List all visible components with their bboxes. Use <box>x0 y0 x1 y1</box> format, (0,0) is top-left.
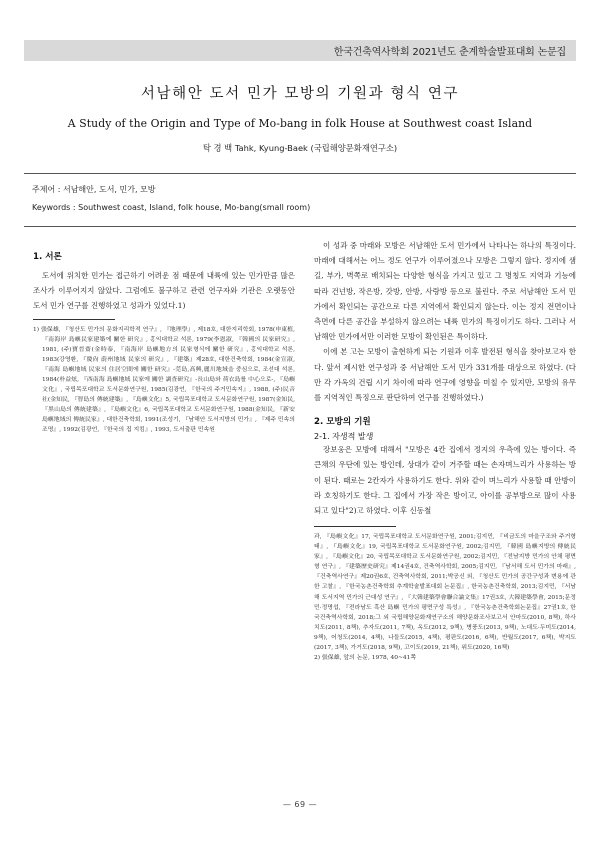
footnote-2: 2) 張保雄, 앞의 논문, 1978, 40~41쪽 <box>314 654 417 661</box>
keywords-korean: 주제어 : 서남해안, 도서, 민가, 모방 <box>32 185 156 194</box>
title-korean: 서남해안 도서 민가 모방의 기원과 형식 연구 <box>140 86 460 102</box>
section-heading-origin: 2. 모방의 기원 <box>314 417 371 428</box>
footnote-rule-right <box>314 526 396 527</box>
footnote-1: 1) 張保雄, 『청산도 민가의 문화지리학적 연구』, 『地理學』, 제18호, 대한지리학회, 1978(申東植, 『南海岸 島嶼民家建築에 關한 研究』, 홍익대학교 석론, 1979(李恩淑, 『韓國의 民家研究』, 1981, (주)寶晉齋(金時泰, 『南海岸 島嶼地方의 民家형식에 關한 研究』, 홍익대학교 석론, 1983(강영환, 『慶尙 蔚州地域 民家의 研究』, 『建築』제28호, 대한건축학회, 1984(金宣淑, 『南海 島嶼地域 民家의 住居空間에 關한 研究』-莞島,高興,麗川地域을 중심으로, 조선대 석론, 1984(朴益炫, 『西南海 島嶼地域 民家에 關한 調査研究』-長山島와 荷衣島를 中心으로-, 『島嶼文化』, 국립목포대학교 도서문화연구원, 1985(김광언, 『한국의 주거민속지』, 1988, (주)民音社(金知民, 『智島의 傳統建築』, 『島嶼文化』5, 국립목포대학교 도서문화연구원, 1987(金知民, 『黑山島의 傳統建築』, 『島嶼文化』6, 국립목포대학교 도서문화연구원, 1988(金知民, 『新安 島嶼地域의 傳統民家』, 대한건축학회, 1991(조성기, 『남해안 도서지방의 민가』, 『제주 민속의 조명』, 1992(김광언, 『한국의 집 지킴』, 1993, 도서출판 민속원 <box>33 326 295 434</box>
footnote-rule <box>33 319 115 320</box>
section-heading-introduction: 1. 서론 <box>33 252 62 262</box>
keyword-box <box>24 173 576 227</box>
page-number: — 69 — <box>282 800 318 809</box>
left-column <box>33 250 295 435</box>
title-english: A Study of the Origin and Type of Mo-bang in folk House at Southwest coast Island <box>67 117 533 130</box>
subsection-heading: 2-1. 자생적 발생 <box>314 432 374 442</box>
author-line: 탁 경 백 Tahk, Kyung-Baek (국립해양문화재연구소) <box>202 143 398 153</box>
origin-paragraph: 장보웅은 모방에 대해서 "모방은 4칸 집에서 정지의 우측에 있는 방이다. 즉 큰채의 우단에 있는 방인데, 상대가 같이 거주할 때는 손자며느리가 사용하는 방이 된다. 때로는 2칸자가 사용하기도 한다. 위와 같이 며느리가 사용할 때 안방이라 호칭하기도 한다. 그 집에서 가장 작은 방이고, 아이를 공부방으로 많이 사용되고 있다"2)고 하였다. 이후 신동철 <box>314 445 576 516</box>
header-bar <box>24 40 576 61</box>
right-column <box>314 238 576 663</box>
keywords-english: Keywords : Southwest coast, Island, folk house, Mo-bang(small room) <box>32 203 311 212</box>
intro-paragraph: 도서에 위치한 민가는 접근하기 어려운 점 때문에 내륙에 있는 민가만큼 많은 조사가 이루어지지 않았다. 그럼에도 불구하고 관련 연구자와 기관은 오랫동안 도서 민가 연구를 진행하였고 성과가 있었다.1) <box>33 271 295 311</box>
journal-header: 한국건축역사학회 2021년도 춘계학술발표대회 논문집 <box>333 47 566 58</box>
footnote-1-continued: 과, 『島嶼文化』17, 국립목포대학교 도서문화연구원, 2001;김지민, 『비금도의 마을구조와 주거형태』, 『島嶼文化』19, 국립목포대학교 도서문화연구원, 2002;김지민, 『韓國 島嶼지방의 傳統民家』, 『島嶼文化』20, 국립목포대학교 도서문화연구원, 2002;김지민, 『전남지방 민가의 안채 평면형 연구』, 『建築歷史研究』제14권4호, 건축역사학회, 2005;김지민, 『남서해 도서 민가의 마래』, 『건축역사연구』제20권6호, 건축역사학회, 2011;박공신 외, 『청산도 민가의 공간구성과 변용에 관한 고찰』, 『한국농촌건축학회 추계학술발표대회 논문집』, 한국농촌건축학회, 2013;김지민, 『서남해 도서지역 민가의 근대성 연구』, 『大韓建築學會聯合論文集』17권3호, 大韓建築學會, 2015;문정민·정명섭, 『전라남도 흑산 島嶼 민가의 평면구성 특성』, 『한국농촌건축학회논문집』27권1호, 한국건축역사학회, 2018;그 외 국립해양문화재연구소의 해양문화조사보고서 안마도(2010, 8책), 하사치도(2011, 8책), 추자도(2011, 7책), 옥도(2012, 9책), 병풍도(2013, 9책), 노대도·두미도(2014, 9책), 어청도(2014, 4책), 나들도(2015, 4책), 평판도(2016, 6책), 반월도(2017, 6책), 박지도(2017, 3책), 가거도(2018, 9책), 고이도(2019, 21책), 위도(2020, 16책) <box>314 534 576 651</box>
intro-paragraph-continued: 이 성과 중 마래와 모방은 서남해안 도서 민가에서 나타나는 하나의 특징이다. 마래에 대해서는 어느 정도 연구가 이루어졌으나 모방은 그렇지 않다. 정지에 샘길, 부가, 벽쪽로 배치되는 다양한 형식을 가지고 있고 그 명칭도 지역과 기능에 따라 건넌방, 작은방, 갓방, 안방, 사랑방 등으로 불린다. 주로 서남해안 도서 민가에서 확인되는 공간으로 다른 지역에서 확인되지 않는다. 이는 정지 전면이나 측면에 다른 공간을 부설하지 않으려는 내륙 민가의 특징이기도 하다. 그러나 서남해안 민가에서만 이러한 모방이 확인된은 특이하다. <box>314 241 576 342</box>
intro-paragraph-scope: 이에 본 고는 모방이 출현하게 되는 기원과 이후 발전된 형식을 찾아보고자 한다. 앞서 제시한 연구성과 중 서남해안 도서 민가 331개를 대상으로 하였다. (다만 각 가옥의 건립 시기 차이에 따라 연구에 영향을 미칠 수 있지만, 모방의 유무를 지역적인 특징으로 판단하여 연구를 진행하였다.) <box>314 347 576 403</box>
